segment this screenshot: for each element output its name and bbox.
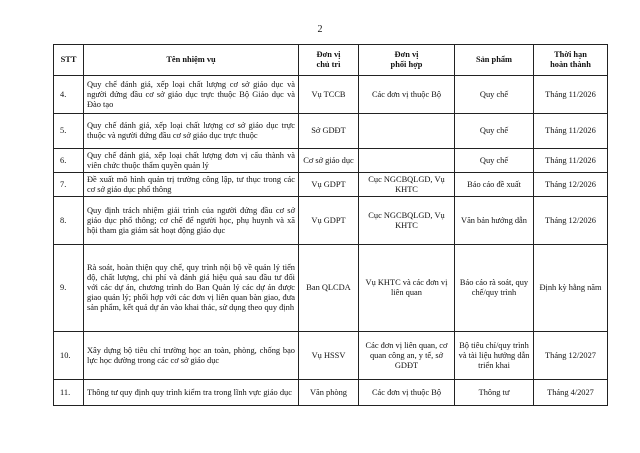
row-partner-unit: Các đơn vị thuộc Bộ (359, 76, 455, 114)
row-product: Quy chế (455, 114, 534, 149)
table-row (54, 245, 608, 332)
row-stt: 5. (54, 114, 84, 149)
row-task: Rà soát, hoàn thiện quy chế, quy trình nội bộ về quản lý tiến độ, chất lượng, chi phí và đánh giá hiệu quả sau đầu tư đối với các dự án, chương trình do Ban Quản lý các dự án được giao quản lý; phối hợp với các đơn vị liên quan bàn giao, đưa sản phẩm, kết quả dự án vào khai thác, sử dụng theo quy định (84, 245, 299, 332)
page-number: 2 (317, 24, 323, 35)
row-lead-unit: Cơ sở giáo dục (299, 149, 359, 173)
table-row (54, 380, 608, 406)
header-stt: STT (54, 45, 84, 76)
row-task: Quy định trách nhiệm giải trình của người đứng đầu cơ sở giáo dục phổ thông; cơ chế để người học, phụ huynh và xã hội tham gia giám sát hoạt động giáo dục (84, 197, 299, 245)
row-task: Thông tư quy định quy trình kiểm tra trong lĩnh vực giáo dục (84, 380, 299, 406)
header-partner-line2: phối hợp (390, 60, 423, 69)
row-task: Quy chế đánh giá, xếp loại chất lượng đơn vị cấu thành và viên chức thuộc thẩm quyền quản lý (84, 149, 299, 173)
table-row (54, 173, 608, 197)
row-lead-unit: Ban QLCDA (299, 245, 359, 332)
row-stt: 10. (54, 332, 84, 380)
row-partner-unit (359, 114, 455, 149)
row-deadline: Tháng 12/2026 (534, 197, 608, 245)
row-deadline: Định kỳ hằng năm (534, 245, 608, 332)
row-lead-unit: Sở GDĐT (299, 114, 359, 149)
table-row (54, 149, 608, 173)
task-table (53, 44, 608, 406)
row-product: Quy chế (455, 76, 534, 114)
row-stt: 11. (54, 380, 84, 406)
header-partner-line1: Đơn vị (394, 50, 419, 59)
row-task: Quy chế đánh giá, xếp loại chất lượng cơ sở giáo dục trực thuộc và người đứng đầu cơ sở giáo dục trực thuộc (84, 114, 299, 149)
table-row (54, 332, 608, 380)
row-lead-unit: Vụ GDPT (299, 197, 359, 245)
row-partner-unit (359, 149, 455, 173)
row-stt: 6. (54, 149, 84, 173)
header-product: Sản phẩm (455, 45, 534, 76)
row-product: Quy chế (455, 149, 534, 173)
row-task: Xây dựng bộ tiêu chí trường học an toàn, phòng, chống bạo lực học đường trong các cơ sở giáo dục (84, 332, 299, 380)
row-stt: 7. (54, 173, 84, 197)
table-row (54, 197, 608, 245)
header-deadline-line2: hoàn thành (550, 60, 591, 69)
table-row (54, 114, 608, 149)
row-stt: 9. (54, 245, 84, 332)
row-product: Bộ tiêu chí/quy trình và tài liệu hướng dẫn triển khai (455, 332, 534, 380)
row-product: Thông tư (455, 380, 534, 406)
table-row (54, 76, 608, 114)
row-deadline: Tháng 11/2026 (534, 76, 608, 114)
header-partner-unit (359, 45, 455, 76)
row-partner-unit: Cục NGCBQLGD, Vụ KHTC (359, 197, 455, 245)
row-task: Đề xuất mô hình quản trị trường công lập, tư thục trong các cơ sở giáo dục phổ thông (84, 173, 299, 197)
row-deadline: Tháng 12/2027 (534, 332, 608, 380)
row-task: Quy chế đánh giá, xếp loại chất lượng cơ sở giáo dục và người đứng đầu cơ sở giáo dục trực thuộc Bộ Giáo dục và Đào tạo (84, 76, 299, 114)
header-lead-line1: Đơn vị (316, 50, 341, 59)
header-lead-unit (299, 45, 359, 76)
row-partner-unit: Cục NGCBQLGD, Vụ KHTC (359, 173, 455, 197)
row-product: Báo cáo đề xuất (455, 173, 534, 197)
header-lead-line2: chủ trì (316, 60, 341, 69)
header-deadline (534, 45, 608, 76)
row-stt: 8. (54, 197, 84, 245)
row-product: Báo cáo rà soát, quy chế/quy trình (455, 245, 534, 332)
row-partner-unit: Vụ KHTC và các đơn vị liên quan (359, 245, 455, 332)
row-lead-unit: Vụ TCCB (299, 76, 359, 114)
row-deadline: Tháng 4/2027 (534, 380, 608, 406)
row-lead-unit: Vụ GDPT (299, 173, 359, 197)
header-deadline-line1: Thời hạn (554, 50, 587, 59)
table-header-row (54, 45, 608, 76)
row-stt: 4. (54, 76, 84, 114)
header-task: Tên nhiệm vụ (84, 45, 299, 76)
row-lead-unit: Vụ HSSV (299, 332, 359, 380)
row-lead-unit: Văn phòng (299, 380, 359, 406)
row-deadline: Tháng 12/2026 (534, 173, 608, 197)
row-deadline: Tháng 11/2026 (534, 149, 608, 173)
row-product: Văn bản hướng dẫn (455, 197, 534, 245)
row-deadline: Tháng 11/2026 (534, 114, 608, 149)
row-partner-unit: Các đơn vị liên quan, cơ quan công an, y tế, sở GDĐT (359, 332, 455, 380)
row-partner-unit: Các đơn vị thuộc Bộ (359, 380, 455, 406)
